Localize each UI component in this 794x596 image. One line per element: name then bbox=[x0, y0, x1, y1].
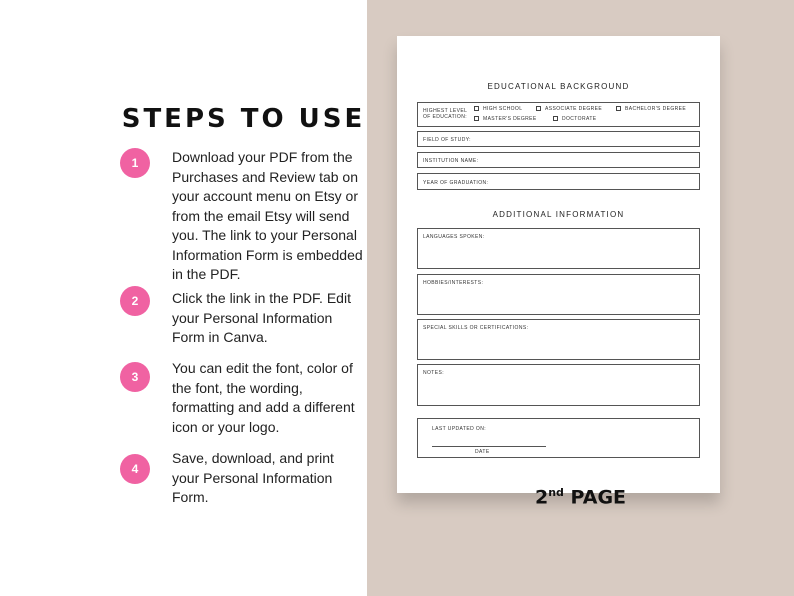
field-label: HOBBIES/INTERESTS: bbox=[423, 280, 484, 286]
special-skills-field[interactable] bbox=[417, 319, 700, 360]
highest-level-label: OF EDUCATION: bbox=[423, 114, 467, 120]
additional-section-title: ADDITIONAL INFORMATION bbox=[492, 210, 625, 219]
languages-spoken-field[interactable] bbox=[417, 228, 700, 269]
field-label: YEAR OF GRADUATION: bbox=[423, 180, 489, 186]
form-page-preview bbox=[397, 36, 720, 493]
page-ordinal-suffix: nd bbox=[548, 486, 564, 499]
high-school-checkbox[interactable] bbox=[474, 106, 479, 111]
option-label: DOCTORATE bbox=[562, 116, 597, 122]
field-label: FIELD OF STUDY: bbox=[423, 137, 471, 143]
step-text: Click the link in the PDF. Edit your Personal Information Form in Canva. bbox=[172, 290, 351, 345]
option-label: MASTER'S DEGREE bbox=[483, 116, 537, 122]
highest-level-label: HIGHEST LEVEL bbox=[423, 108, 468, 114]
field-label: NOTES: bbox=[423, 370, 445, 376]
year-of-graduation-field[interactable] bbox=[417, 173, 700, 190]
step-number-badge: 2 bbox=[120, 286, 150, 316]
step-number-badge: 4 bbox=[120, 454, 150, 484]
page-number: 2 bbox=[534, 486, 549, 509]
associate-degree-checkbox[interactable] bbox=[536, 106, 541, 111]
step-text: Save, download, and print your Personal Information Form. bbox=[172, 450, 334, 505]
step-number-badge: 3 bbox=[120, 362, 150, 392]
date-signature-line[interactable] bbox=[432, 446, 546, 447]
step-text: Download your PDF from the Purchases and Review tab on your account menu on Etsy or from the email Etsy will send you. The link to your Personal Information Form is embedded in the PDF. bbox=[172, 149, 363, 282]
option-label: ASSOCIATE DEGREE bbox=[545, 106, 603, 112]
last-updated-box bbox=[417, 418, 700, 458]
education-level-box bbox=[417, 102, 700, 127]
doctorate-checkbox[interactable] bbox=[553, 116, 558, 121]
education-section-title: EDUCATIONAL BACKGROUND bbox=[487, 82, 630, 91]
masters-degree-checkbox[interactable] bbox=[474, 116, 479, 121]
option-label: HIGH SCHOOL bbox=[483, 106, 523, 112]
notes-field[interactable] bbox=[417, 364, 700, 406]
bachelors-degree-checkbox[interactable] bbox=[616, 106, 621, 111]
institution-name-field[interactable] bbox=[417, 152, 700, 168]
date-label: DATE bbox=[475, 449, 490, 455]
option-label: BACHELOR'S DEGREE bbox=[625, 106, 687, 112]
step-text: You can edit the font, color of the font, the wording, formatting and add a different icon or your logo. bbox=[172, 360, 355, 435]
last-updated-label: LAST UPDATED ON: bbox=[432, 426, 487, 432]
field-label: SPECIAL SKILLS OR CERTIFICATIONS: bbox=[423, 325, 529, 331]
field-label: LANGUAGES SPOKEN: bbox=[423, 234, 485, 240]
steps-title: STEPS TO USE bbox=[121, 104, 366, 134]
hobbies-field[interactable] bbox=[417, 274, 700, 315]
field-of-study-field[interactable] bbox=[417, 131, 700, 147]
field-label: INSTITUTION NAME: bbox=[423, 158, 479, 164]
page-label bbox=[367, 486, 794, 508]
step-number-badge: 1 bbox=[120, 148, 150, 178]
page-word: PAGE bbox=[563, 486, 627, 509]
